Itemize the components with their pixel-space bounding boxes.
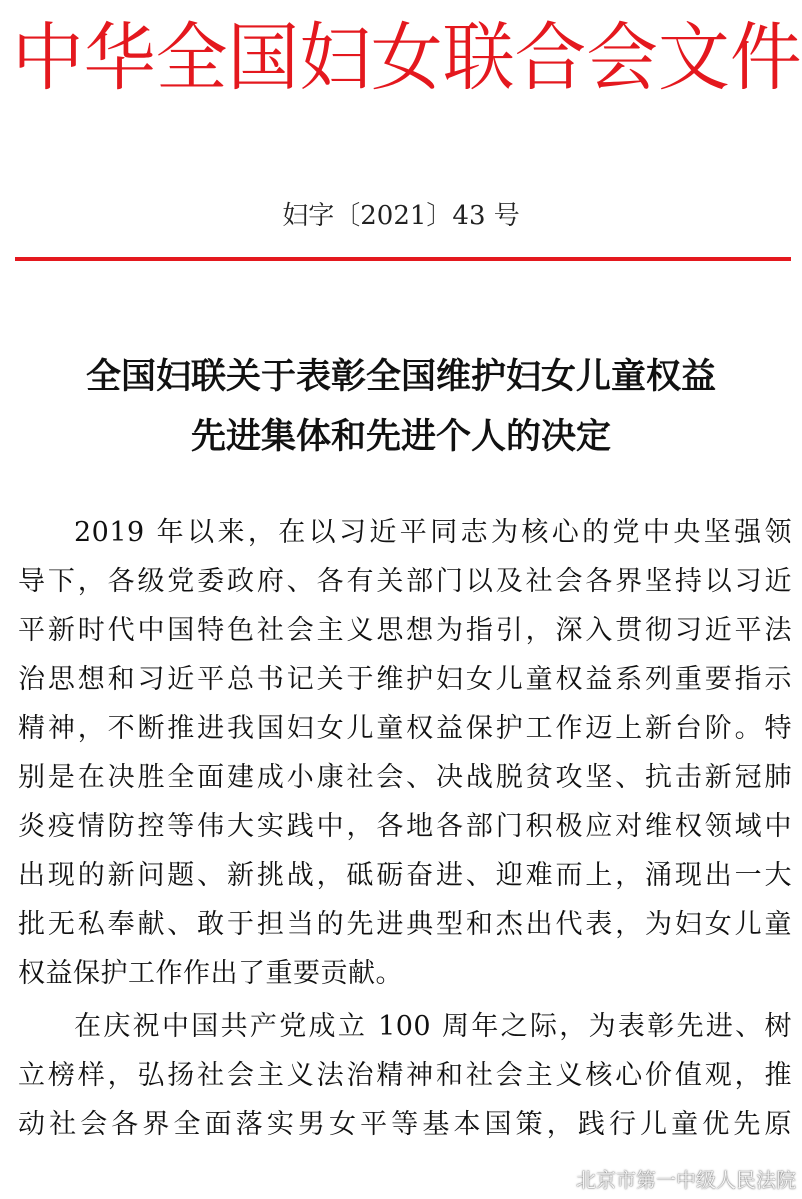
body-line: 动社会各界全面落实男女平等基本国策，践行儿童优先原 (18, 1109, 792, 1140)
body-line: 在庆祝中国共产党成立 100 周年之际，为表彰先进、树 (74, 1011, 792, 1042)
body-line: 治思想和习近平总书记关于维护妇女儿童权益系列重要指示 (18, 664, 792, 695)
body-line: 批无私奉献、敢于担当的先进典型和杰出代表，为妇女儿童 (18, 909, 792, 940)
letterhead-title: 中华全国妇女联合会文件 (12, 15, 802, 101)
watermark-text: 北京市第一中级人民法院 (576, 1167, 796, 1192)
body-line: 精神，不断推进我国妇女儿童权益保护工作迈上新台阶。特 (18, 713, 792, 744)
body-line: 出现的新问题、新挑战，砥砺奋进、迎难而上，涌现出一大 (18, 860, 792, 891)
body-line: 炎疫情防控等伟大实践中，各地各部门积极应对维权领域中 (18, 811, 792, 842)
red-divider-line (15, 257, 791, 261)
document-number: 妇字〔2021〕43 号 (282, 201, 520, 231)
document-title-line-1: 全国妇联关于表彰全国维护妇女儿童权益 (85, 356, 716, 397)
document-title-line-2: 先进集体和先进个人的决定 (190, 416, 611, 457)
body-line: 别是在决胜全面建成小康社会、决战脱贫攻坚、抗击新冠肺 (18, 762, 792, 793)
body-line: 权益保护工作作出了重要贡献。 (18, 958, 403, 989)
weibo-icon (540, 1165, 570, 1191)
body-line: 立榜样，弘扬社会主义法治精神和社会主义核心价值观，推 (18, 1060, 792, 1091)
body-line: 平新时代中国特色社会主义思想为指引，深入贯彻习近平法 (18, 615, 792, 646)
weibo-watermark (540, 1163, 796, 1193)
document-body (18, 508, 792, 1149)
body-line: 导下，各级党委政府、各有关部门以及社会各界坚持以习近 (18, 566, 792, 597)
body-line: 2019 年以来，在以习近平同志为核心的党中央坚强领 (74, 517, 792, 548)
